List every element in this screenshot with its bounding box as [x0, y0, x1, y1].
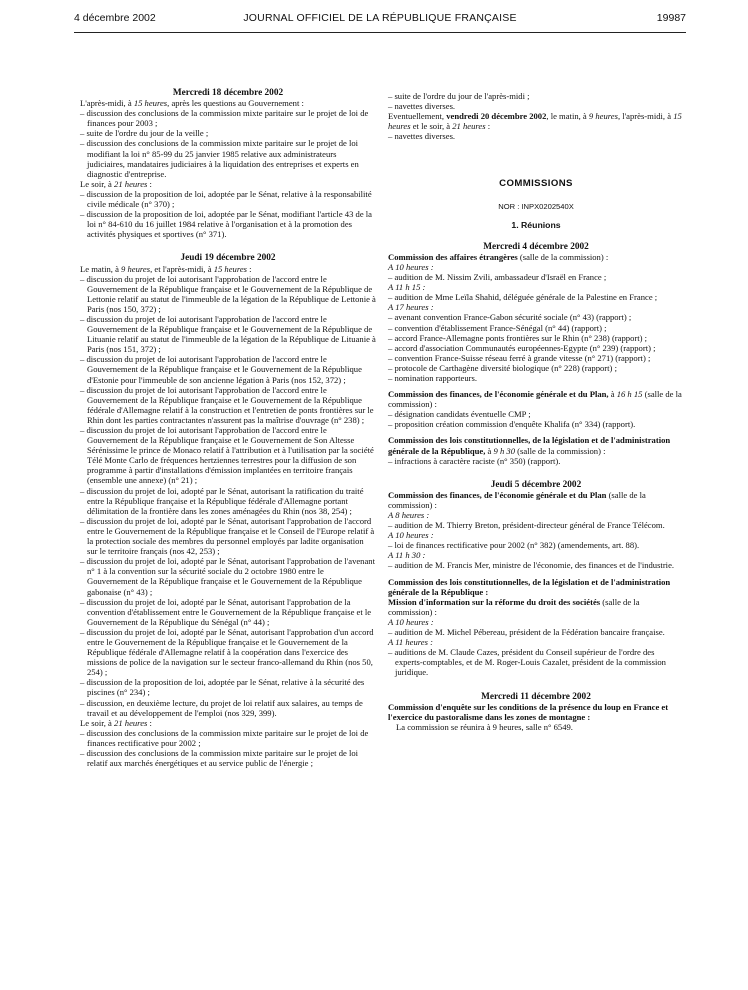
agenda-item: – loi de finances rectificative pour 2002 (n° 382) (amendements, art. 88). [388, 540, 640, 551]
agenda-list [388, 91, 684, 111]
agenda-item: – discussion des conclusions de la commission mixte paritaire sur le projet de loi relatif aux marchés énergétiques et au service public de l'énergie ; [80, 748, 359, 769]
agenda-item: – discussion du projet de loi, adopté par le Sénat, autorisant l'approbation de l'avenant n° 1 à la convention sur la sécurité sociale du 2 octobre 1980 entre le Gouvernement de la République française et le Gouvernement de la République gabonaise (n° 43) ; [80, 556, 375, 597]
agenda-item: – accord France-Allemagne ponts frontières sur le Rhin (n° 238) (rapport) ; [388, 332, 648, 343]
agenda-item: – auditions de M. Claude Cazes, président du Conseil supérieur de l'ordre des experts-comptables, et de M. Roger-Louis Cazalet, président de la commission juridique. [388, 647, 666, 678]
time-slot: A 8 heures : [388, 510, 430, 520]
agenda-list [388, 540, 684, 550]
agenda-item: – discussion du projet de loi autorisant l'approbation de l'accord entre le Gouvernement de la République française et le Gouvernement de la République fédérale d'Allemagne relatif à la construction et l'entretien de ponts frontières sur le Rhin dont les parties contractantes n'assurent pas la maîtrise d'ouvrage (n° 238) ; [80, 384, 374, 425]
agenda-list [80, 189, 376, 239]
agenda-list [388, 292, 684, 302]
subsection-title: 1. Réunions [511, 219, 561, 230]
left-column [80, 88, 376, 768]
agenda-list [388, 409, 684, 429]
session-intro: Le soir, à 21 heures : [80, 178, 152, 189]
agenda-item: – discussion des conclusions de la commission mixte paritaire sur le projet de loi de finances pour 2003 ; [80, 108, 369, 129]
page-header [74, 10, 686, 33]
commission-heading: Commission des finances, de l'économie générale et du Plan, à 16 h 15 (salle de la commission) : [388, 389, 682, 410]
date-heading: Jeudi 19 décembre 2002 [180, 253, 276, 264]
agenda-item: – discussion du projet de loi autorisant l'approbation de l'accord entre le Gouvernement de la République française et le Gouvernement de la République de Lettonie relatif au statut de l'immeuble de la légation de la République de Lettonie à Paris (nos 150, 372) ; [80, 273, 376, 314]
agenda-list [388, 627, 684, 637]
time-slot: A 10 heures : [388, 530, 434, 541]
agenda-item: – discussion de la proposition de loi, adoptée par le Sénat, modifiant l'article 43 de la loi n° 84-610 du 16 juillet 1984 relative à l'organisation et à la promotion des activités physiques et sportives (n° 371). [80, 209, 372, 240]
agenda-item: – discussion, en deuxième lecture, du projet de loi relatif aux salaires, au temps de travail et au développement de l'emploi (nos 329, 399). [80, 697, 363, 718]
agenda-item: – navettes diverses. [388, 101, 456, 112]
agenda-item: – navettes diverses. [388, 131, 456, 142]
section-title: COMMISSIONS [499, 178, 573, 190]
commission-heading: Commission des lois constitutionnelles, de la législation et de l'administration générale de la République : [388, 576, 671, 597]
agenda-item: – protocole de Carthagène diversité biologique (n° 228) (rapport) ; [388, 362, 617, 373]
time-slot: A 11 h 15 : [388, 282, 426, 293]
agenda-item: – convention France-Suisse réseau ferré à grande vitesse (n° 271) (rapport) ; [388, 352, 651, 363]
agenda-item: – accord d'association Communautés européennes-Egypte (n° 239) (rapport) ; [388, 342, 656, 353]
agenda-item: – audition de M. Thierry Breton, président-directeur général de France Télécom. [388, 520, 665, 531]
journal-title: JOURNAL OFFICIEL DE LA RÉPUBLIQUE FRANÇAISE [243, 12, 517, 24]
meeting-note: La commission se réunira à 9 heures, salle n° 6549. [396, 721, 573, 732]
agenda-item: – audition de M. Nissim Zvili, ambassadeur d'Israël en France ; [388, 272, 607, 283]
right-column [388, 91, 684, 732]
agenda-item: – convention d'établissement France-Sénégal (n° 44) (rapport) ; [388, 322, 607, 333]
commission-heading: Commission des affaires étrangères (salle de la commission) : [388, 251, 609, 262]
agenda-list [388, 560, 684, 570]
session-intro: Le matin, à 9 heures, et l'après-midi, à 15 heures : [80, 263, 252, 274]
commission-heading: Commission des finances, de l'économie générale et du Plan (salle de la commission) : [388, 489, 646, 510]
agenda-list [80, 728, 376, 768]
time-slot: A 17 heures : [388, 302, 434, 313]
mission-heading: Mission d'information sur la réforme du droit des sociétés (salle de la commission) : [388, 596, 640, 617]
agenda-item: – avenant convention France-Gabon sécurité sociale (n° 43) (rapport) ; [388, 312, 632, 323]
commission-heading: Commission d'enquête sur les conditions de la présence du loup en France et l'exercice du pastoralisme dans les zones de montagne : [388, 701, 669, 722]
agenda-item: – audition de M. Francis Mer, ministre de l'économie, des finances et de l'industrie. [388, 560, 675, 571]
page-number: 19987 [656, 12, 686, 24]
agenda-item: – désignation candidats éventuelle CMP ; [388, 409, 531, 420]
agenda-item: – discussion des conclusions de la commission mixte paritaire sur le projet de loi modifiant la loi n° 85-99 du 25 janvier 1985 relative aux administrateurs judiciaires, mandataires judiciaires à la liquidation des entreprises et experts en diagnostic d'entreprise. [80, 138, 359, 179]
agenda-item: – discussion des conclusions de la commission mixte paritaire sur le projet de loi de finances rectificative pour 2002 ; [80, 727, 369, 748]
agenda-list [80, 108, 376, 179]
agenda-item: – suite de l'ordre du jour de la veille ; [80, 128, 209, 139]
nor-reference: NOR : INPX0202540X [498, 201, 574, 211]
agenda-list [388, 456, 684, 466]
agenda-item: – discussion du projet de loi, adopté par le Sénat, autorisant l'approbation de l'accord entre le Gouvernement de la République française et le Conseil de l'Europe relatif à la protection sociale des membres du personnel employés par ladite organisation sur le territoire français (nos 42, 253) ; [80, 515, 375, 557]
agenda-item: – nomination rapporteurs. [388, 372, 478, 383]
commission-heading: Commission des lois constitutionnelles, de la législation et de l'administration générale de la République, à 9 h 30 (salle de la commission) : [388, 435, 671, 456]
agenda-item: – discussion du projet de loi autorisant l'approbation de l'accord entre le Gouvernement de la République française et le Gouvernement de Son Altesse Sérénissime le prince de Monaco relatif à l'attribution et à l'utilisation par la société Télé Monte Carlo de fréquences hertziennes terrestres pour la diffusion de son programme à partir d'installations d'émission implantées en territoire français (ensemble une annexe) (n° 21) ; [80, 425, 374, 486]
session-intro: Le soir, à 21 heures : [80, 717, 152, 728]
agenda-list [388, 520, 684, 530]
agenda-list [388, 272, 684, 282]
agenda-item: – discussion du projet de loi autorisant l'approbation de l'accord entre le Gouvernement de la République française et le Gouvernement de la République de Lituanie relatif au statut de l'immeuble de la légation de la République de Lituanie à Paris (nos 151, 372) ; [80, 313, 376, 355]
session-intro: L'après-midi, à 15 heures, après les questions au Gouvernement : [80, 98, 304, 109]
agenda-item: – audition de M. Michel Pébereau, président de la Fédération bancaire française. [388, 627, 665, 638]
agenda-item: – proposition création commission d'enquête Khalifa (n° 334) (rapport). [388, 419, 636, 430]
agenda-list [388, 312, 684, 383]
agenda-item: – discussion du projet de loi, adopté par le Sénat, autorisant la ratification du traité entre la République française et la République fédérale d'Allemagne portant délimitation de la frontière dans les zones aménagées du Rhin (nos 38, 254) ; [80, 485, 364, 516]
agenda-item: – discussion du projet de loi, adopté par le Sénat, autorisant l'approbation de la convention d'établissement entre le Gouvernement de la République française et le Gouvernement de la République du Sénégal (n° 44) ; [80, 596, 372, 627]
agenda-item: – discussion du projet de loi autorisant l'approbation de l'accord entre le Gouvernement de la République française et le Gouvernement de la République d'Estonie pour l'immeuble de son ancienne légation à Paris (nos 152, 372) ; [80, 354, 362, 385]
agenda-list [388, 647, 684, 677]
date-heading: Mercredi 4 décembre 2002 [483, 241, 589, 252]
time-slot: A 11 heures : [388, 637, 433, 648]
header-date: 4 décembre 2002 [74, 12, 156, 24]
agenda-item: – suite de l'ordre du jour de l'après-midi ; [388, 91, 530, 101]
time-slot: A 10 heures : [388, 616, 434, 627]
agenda-item: – audition de Mme Leïla Shahid, déléguée générale de la Palestine en France ; [388, 292, 658, 303]
agenda-item: – discussion de la proposition de loi, adoptée par le Sénat, relative à la responsabilité civile médicale (n° 370) ; [80, 188, 372, 210]
agenda-list [388, 131, 684, 141]
time-slot: A 11 h 30 : [388, 550, 426, 561]
time-slot: A 10 heures : [388, 261, 434, 272]
agenda-item: – infractions à caractère raciste (n° 350) (rapport). [388, 455, 561, 466]
date-heading: Mercredi 18 décembre 2002 [172, 88, 284, 98]
date-heading: Jeudi 5 décembre 2002 [490, 479, 582, 490]
session-intro: Eventuellement, vendredi 20 décembre 2002, le matin, à 9 heures, l'après-midi, à 15 heures et le soir, à 21 heures : [388, 111, 682, 132]
date-heading: Mercredi 11 décembre 2002 [481, 691, 591, 702]
agenda-item: – discussion de la proposition de loi, adoptée par le Sénat, relative à la sécurité des piscines (n° 234) ; [80, 677, 365, 698]
agenda-item: – discussion du projet de loi, adopté par le Sénat, autorisant l'approbation d'un accord entre le Gouvernement de la République française et le Gouvernement de la République fédérale d'Allemagne relatif à la coopération dans l'exercice des missions de police de la navigation sur le secteur franco-allemand du Rhin (nos 50, 254) ; [80, 626, 374, 678]
agenda-list [80, 274, 376, 718]
